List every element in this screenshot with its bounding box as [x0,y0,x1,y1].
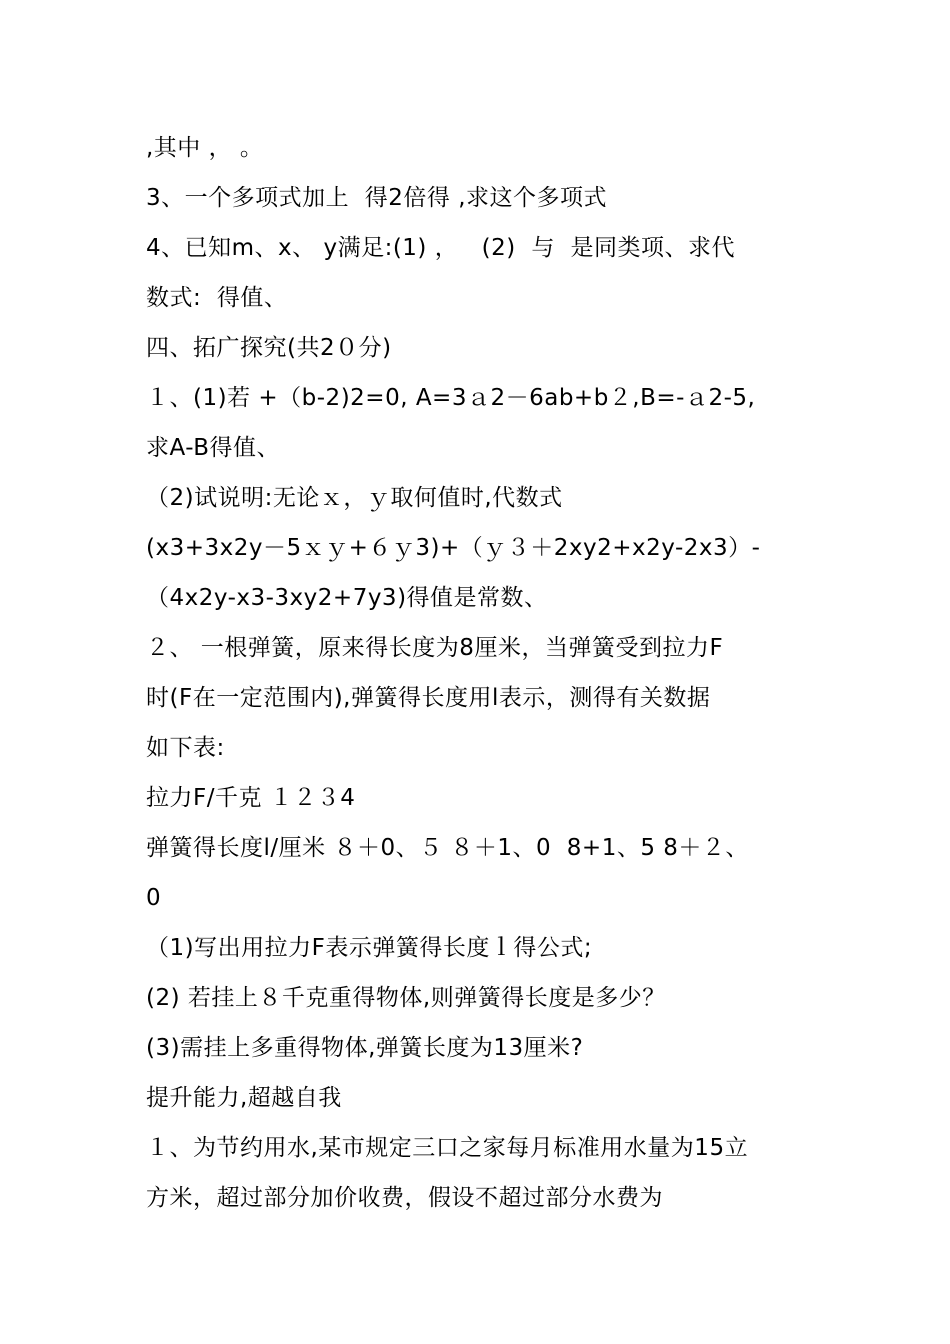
table-row-force: 拉力F/千克 １２３4 [146,785,356,811]
text-line-1: ,其中 ， 。 [146,135,264,161]
section-heading-2: 提升能力,超越自我 [146,1085,342,1111]
expression-line-1: (x3+3x2y－5ｘｙ+６ｙ3)+（ｙ３＋2xy2+x2y-2x3）- [146,535,761,561]
expression-line-2: （4x2y-x3-3xy2+7y3)得值是常数、 [146,585,548,611]
problem-1-part-2: （2)试说明:无论ｘ，ｙ取何值时,代数式 [146,485,563,511]
question-4: 4、已知m、x、 y满足:(1) ， (2) 与 是同类项、求代 [146,235,735,261]
problem-2: ２、 一根弹簧，原来得长度为8厘米，当弹簧受到拉力F [146,635,724,661]
problem-2-part-3: (3)需挂上多重得物体,弹簧长度为13厘米? [146,1035,584,1061]
table-row-length-continued: 0 [146,885,162,911]
table-row-length: 弹簧得长度l/厘米 ８＋0、５ ８＋1、0 8+1、5 8＋２、 [146,835,749,861]
question-4-continued: 数式: 得值、 [146,285,288,311]
problem-1-part-1: １、(1)若 +（b-2)2=0, A=3ａ2－6ab+b２,B=-ａ2-5, [146,385,756,411]
problem-2-continued: 时(F在一定范围内),弹簧得长度用l表示，测得有关数据 [146,685,711,711]
problem-2-part-1: （1)写出用拉力F表示弹簧得长度ｌ得公式; [146,935,593,961]
extension-problem-1: １、为节约用水,某市规定三口之家每月标准用水量为15立 [146,1135,749,1161]
problem-2-table-intro: 如下表: [146,735,225,761]
problem-2-part-2: (2) 若挂上８千克重得物体,则弹簧得长度是多少？ [146,985,666,1011]
problem-1-part-1-continued: 求A-B得值、 [146,435,280,461]
extension-problem-1-continued: 方米，超过部分加价收费，假设不超过部分水费为 [146,1185,663,1211]
section-heading: 四、拓广探究(共2０分) [146,335,392,361]
question-3: 3、一个多项式加上 得2倍得 ,求这个多项式 [146,185,608,211]
